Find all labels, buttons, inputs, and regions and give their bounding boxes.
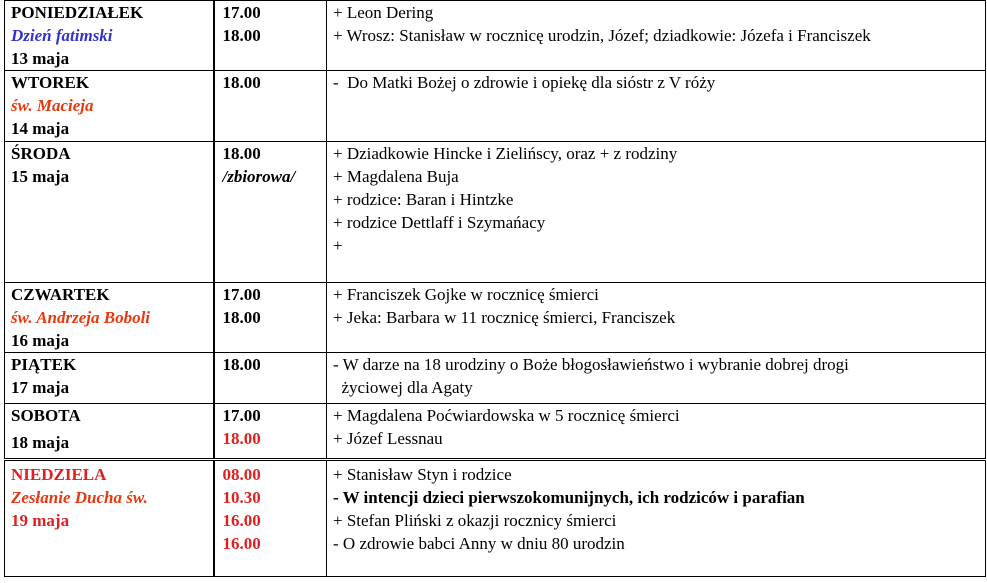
schedule-row-tuesday xyxy=(5,71,986,142)
mass-time: 18.00 xyxy=(222,429,261,448)
day-name: PONIEDZIAŁEK xyxy=(11,3,144,22)
intention: - Do Matki Bożej o zdrowie i opiekę dla sióstr z V róży xyxy=(333,73,716,92)
mass-schedule-table xyxy=(4,0,986,577)
intention: + rodzice Dettlaff i Szymańacy xyxy=(333,213,546,232)
day-date: 19 maja xyxy=(11,511,70,530)
intention: + rodzice: Baran i Hintzke xyxy=(333,190,514,209)
day-date: 14 maja xyxy=(11,119,70,138)
day-cell xyxy=(5,404,214,460)
feast-name: Dzień fatimski xyxy=(11,26,113,45)
intentions-cell xyxy=(327,142,986,283)
intention: + Wrosz: Stanisław w rocznicę urodzin, Józef; dziadkowie: Józefa i Franciszek xyxy=(333,26,871,45)
day-cell xyxy=(5,460,214,577)
day-cell xyxy=(5,1,214,71)
mass-time: 18.00 xyxy=(222,144,261,163)
feast-name: św. Macieja xyxy=(11,96,94,115)
intention: + Magdalena Buja xyxy=(333,167,459,186)
day-name: NIEDZIELA xyxy=(11,465,107,484)
intentions-cell xyxy=(327,283,986,353)
intention: + Leon Dering xyxy=(333,3,434,22)
day-cell xyxy=(5,353,214,404)
intentions-cell xyxy=(327,404,986,460)
day-cell xyxy=(5,283,214,353)
mass-time: 17.00 xyxy=(222,285,261,304)
day-name: WTOREK xyxy=(11,73,90,92)
mass-time: 17.00 xyxy=(222,406,261,425)
time-cell xyxy=(214,71,327,142)
intention: + xyxy=(333,236,343,255)
day-date: 16 maja xyxy=(11,331,70,350)
feast-name: Zesłanie Ducha św. xyxy=(11,488,148,507)
time-cell xyxy=(214,353,327,404)
day-date: 13 maja xyxy=(11,49,70,68)
schedule-row-monday xyxy=(5,1,986,71)
mass-time: 16.00 xyxy=(222,534,261,553)
day-name: CZWARTEK xyxy=(11,285,110,304)
day-name: SOBOTA xyxy=(11,406,81,425)
time-cell xyxy=(214,460,327,577)
intention: + Stanisław Styn i rodzice xyxy=(333,465,512,484)
day-name: PIĄTEK xyxy=(11,355,77,374)
time-cell xyxy=(214,404,327,460)
intention: - W intencji dzieci pierwszokomunijnych, ich rodziców i parafian xyxy=(333,488,805,507)
intentions-cell xyxy=(327,460,986,577)
intention: + Magdalena Poćwiardowska w 5 rocznicę śmierci xyxy=(333,406,680,425)
mass-time: 08.00 xyxy=(222,465,261,484)
day-date: 15 maja xyxy=(11,167,70,186)
mass-note: /zbiorowa/ xyxy=(222,167,296,186)
intention: + Franciszek Gojke w rocznicę śmierci xyxy=(333,285,599,304)
time-cell xyxy=(214,1,327,71)
schedule-row-wednesday xyxy=(5,142,986,283)
day-date: 18 maja xyxy=(11,433,70,452)
schedule-row-thursday xyxy=(5,283,986,353)
schedule-row-friday xyxy=(5,353,986,404)
mass-time: 16.00 xyxy=(222,511,261,530)
intention: + Józef Lessnau xyxy=(333,429,443,448)
intentions-cell xyxy=(327,353,986,404)
mass-time: 18.00 xyxy=(222,73,261,92)
intention: + Dziadkowie Hincke i Zielińscy, oraz + z rodziny xyxy=(333,144,678,163)
mass-time: 10.30 xyxy=(222,488,261,507)
time-cell xyxy=(214,142,327,283)
schedule-row-saturday xyxy=(5,404,986,460)
day-cell xyxy=(5,142,214,283)
day-name: ŚRODA xyxy=(11,144,71,163)
intention: + Jeka: Barbara w 11 rocznicę śmierci, Franciszek xyxy=(333,308,676,327)
mass-time: 18.00 xyxy=(222,26,261,45)
mass-time: 18.00 xyxy=(222,355,261,374)
intention: + Stefan Pliński z okazji rocznicy śmierci xyxy=(333,511,617,530)
mass-time: 18.00 xyxy=(222,308,261,327)
intention: - O zdrowie babci Anny w dniu 80 urodzin xyxy=(333,534,625,553)
feast-name: św. Andrzeja Boboli xyxy=(11,308,151,327)
intention: życiowej dla Agaty xyxy=(333,378,473,397)
day-date: 17 maja xyxy=(11,378,70,397)
intentions-cell xyxy=(327,1,986,71)
day-cell xyxy=(5,71,214,142)
intention: - W darze na 18 urodziny o Boże błogosławieństwo i wybranie dobrej drogi xyxy=(333,355,849,374)
mass-time: 17.00 xyxy=(222,3,261,22)
intentions-cell xyxy=(327,71,986,142)
schedule-row-sunday xyxy=(5,460,986,577)
time-cell xyxy=(214,283,327,353)
